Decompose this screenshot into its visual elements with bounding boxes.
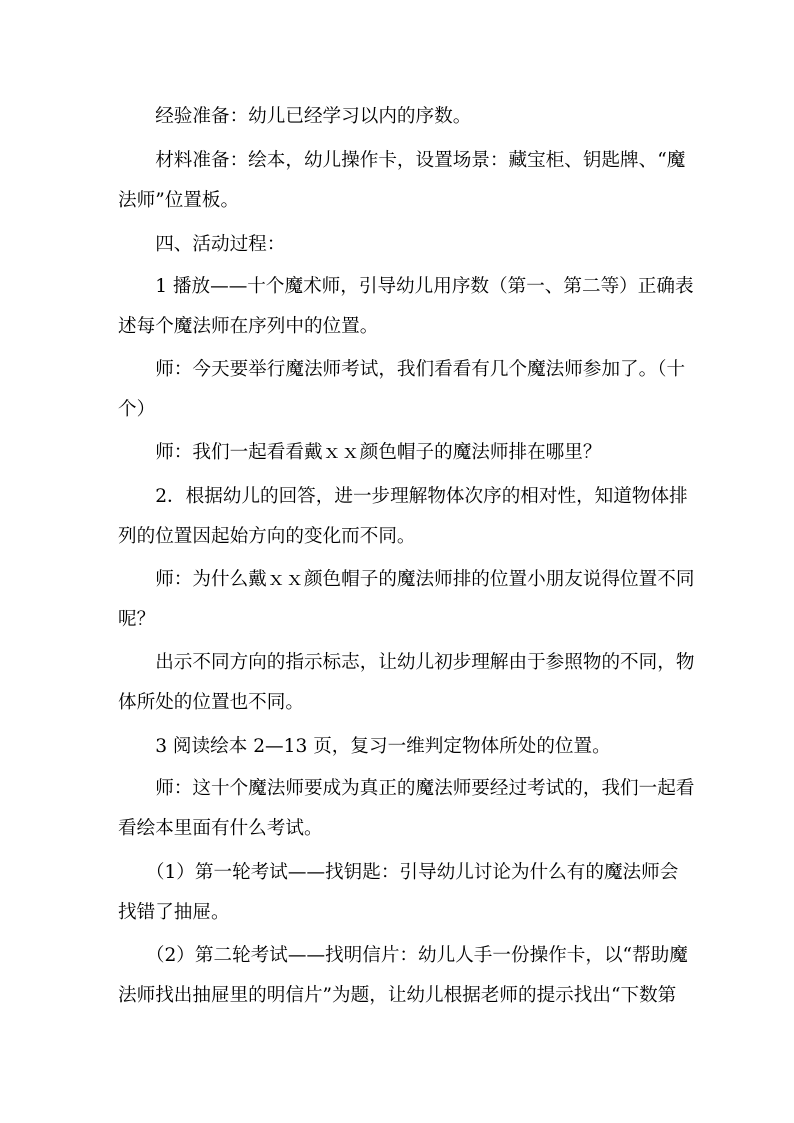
text-line: 3 阅读绘本 2—13 页，复习一维判定物体所处的位置。: [118, 736, 611, 757]
text-line: 经验准备：幼儿已经学习以内的序数。: [118, 106, 472, 127]
text-line: 个）: [118, 399, 156, 420]
paragraph-teacher-4: [118, 769, 695, 849]
paragraph-step-3: [118, 727, 678, 767]
text-line: 法师找出抽屉里的明信片”为题，让幼儿根据老师的提示找出“下数第: [118, 985, 677, 1006]
text-line: 出示不同方向的指示标志，让幼儿初步理解由于参照物的不同，物: [118, 652, 695, 673]
text-line: 找错了抽屉。: [118, 902, 230, 923]
text-line: 四、活动过程：: [118, 234, 286, 255]
paragraph-exam-1: [118, 853, 678, 933]
text-line: 列的位置因起始方向的变化而不同。: [118, 526, 416, 547]
paragraph-step-1: [118, 267, 694, 347]
paragraph-teacher-2: [118, 433, 678, 473]
text-line: 材料准备：绘本，幼儿操作卡，设置场景：藏宝柜、钥匙牌、“魔: [118, 150, 686, 171]
paragraph-experience-prep: [118, 97, 678, 137]
text-line: 呢？: [118, 609, 156, 630]
paragraph-teacher-3: [118, 560, 695, 640]
text-line: 师：我们一起看看戴ｘｘ颜色帽子的魔法师排在哪里？: [118, 442, 602, 463]
section-heading-activity-process: [118, 225, 678, 265]
text-line: 师：这十个魔法师要成为真正的魔法师要经过考试的，我们一起看: [118, 778, 695, 799]
paragraph-materials-prep: [118, 141, 686, 221]
text-line: 体所处的位置也不同。: [118, 692, 304, 713]
text-line: 师：今天要举行魔法师考试，我们看看有几个魔法师参加了。（十: [118, 359, 686, 380]
paragraph-direction-signs: [118, 643, 695, 723]
text-line: 述每个魔法师在序列中的位置。: [118, 316, 379, 337]
text-line: 法师”位置板。: [118, 190, 240, 211]
text-line: 师：为什么戴ｘｘ颜色帽子的魔法师排的位置小朋友说得位置不同: [118, 569, 695, 590]
text-line: （2）第二轮考试——找明信片：幼儿人手一份操作卡，以“帮助魔: [118, 945, 688, 966]
text-line: 看绘本里面有什么考试。: [118, 818, 323, 839]
paragraph-step-2: [118, 477, 688, 557]
paragraph-teacher-1: [118, 350, 686, 430]
text-line: 2．根据幼儿的回答，进一步理解物体次序的相对性，知道物体排: [118, 486, 688, 507]
text-line: 1 播放——十个魔术师，引导幼儿用序数（第一、第二等）正确表: [118, 276, 694, 297]
text-line: （1）第一轮考试——找钥匙：引导幼儿讨论为什么有的魔法师会: [118, 862, 679, 883]
paragraph-exam-2: [118, 936, 688, 1016]
